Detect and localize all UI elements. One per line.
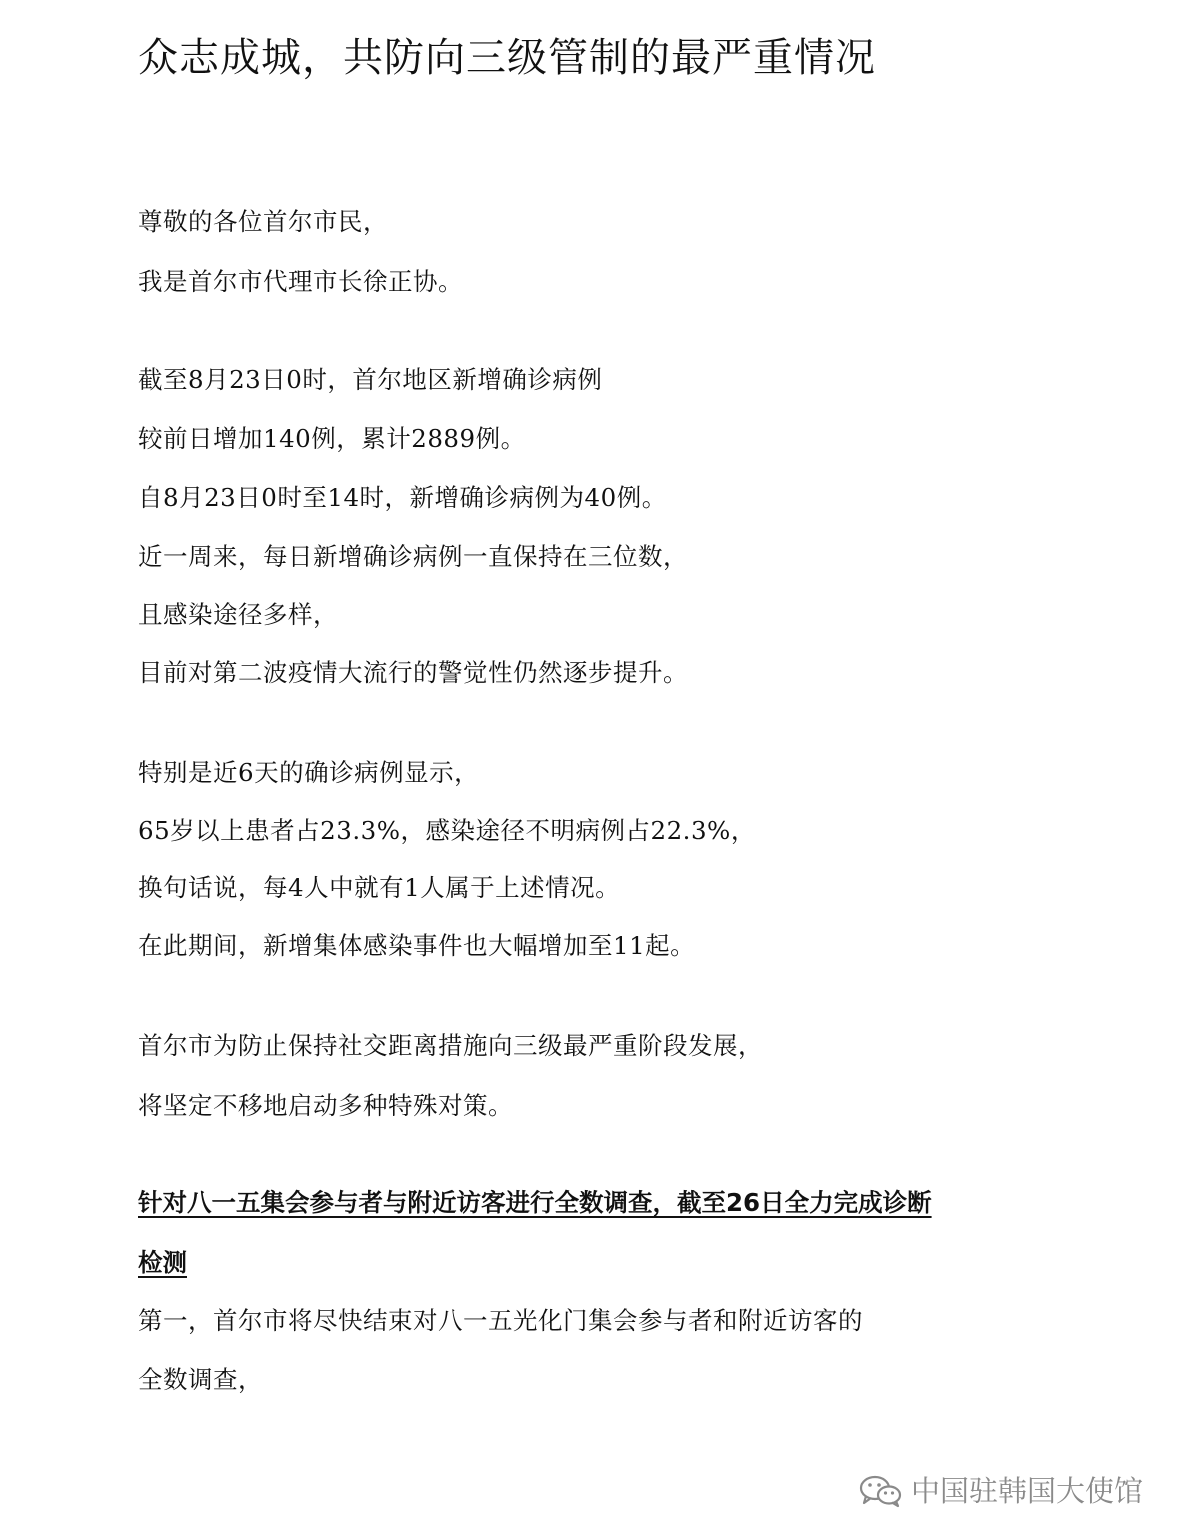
- watermark: [859, 1474, 1143, 1508]
- paragraph-line: 自8月23日0时至14时，新增确诊病例为40例。: [138, 483, 667, 512]
- document-title: 众志成城，共防向三级管制的最严重情况: [138, 35, 876, 81]
- paragraph-line: 截至8月23日0时，首尔地区新增确诊病例: [138, 365, 603, 394]
- greeting-line: 尊敬的各位首尔市民，: [138, 207, 388, 236]
- paragraph-line: 在此期间，新增集体感染事件也大幅增加至11起。: [138, 931, 696, 960]
- paragraph-line: 近一周来，每日新增确诊病例一直保持在三位数，: [138, 542, 688, 571]
- paragraph-line: 且感染途径多样，: [138, 600, 338, 629]
- section-body-line: 全数调查，: [138, 1365, 263, 1394]
- paragraph-line: 较前日增加140例，累计2889例。: [138, 424, 526, 453]
- paragraph-line: 特别是近6天的确诊病例显示，: [138, 758, 480, 787]
- paragraph-line: 首尔市为防止保持社交距离措施向三级最严重阶段发展，: [138, 1031, 763, 1060]
- paragraph-line: 65岁以上患者占23.3%，感染途径不明病例占22.3%，: [138, 816, 756, 845]
- wechat-icon: [859, 1474, 903, 1508]
- section-body-line: 第一，首尔市将尽快结束对八一五光化门集会参与者和附近访客的: [138, 1306, 863, 1335]
- section-heading-line: 检测: [138, 1248, 187, 1277]
- paragraph-line: 换句话说，每4人中就有1人属于上述情况。: [138, 873, 621, 902]
- section-heading-line: 针对八一五集会参与者与附近访客进行全数调查，截至26日全力完成诊断: [138, 1188, 932, 1217]
- paragraph-line: 将坚定不移地启动多种特殊对策。: [138, 1091, 513, 1120]
- watermark-text: 中国驻韩国大使馆: [910, 1474, 1143, 1508]
- paragraph-line: 目前对第二波疫情大流行的警觉性仍然逐步提升。: [138, 658, 688, 687]
- introduction-line: 我是首尔市代理市长徐正协。: [138, 267, 463, 296]
